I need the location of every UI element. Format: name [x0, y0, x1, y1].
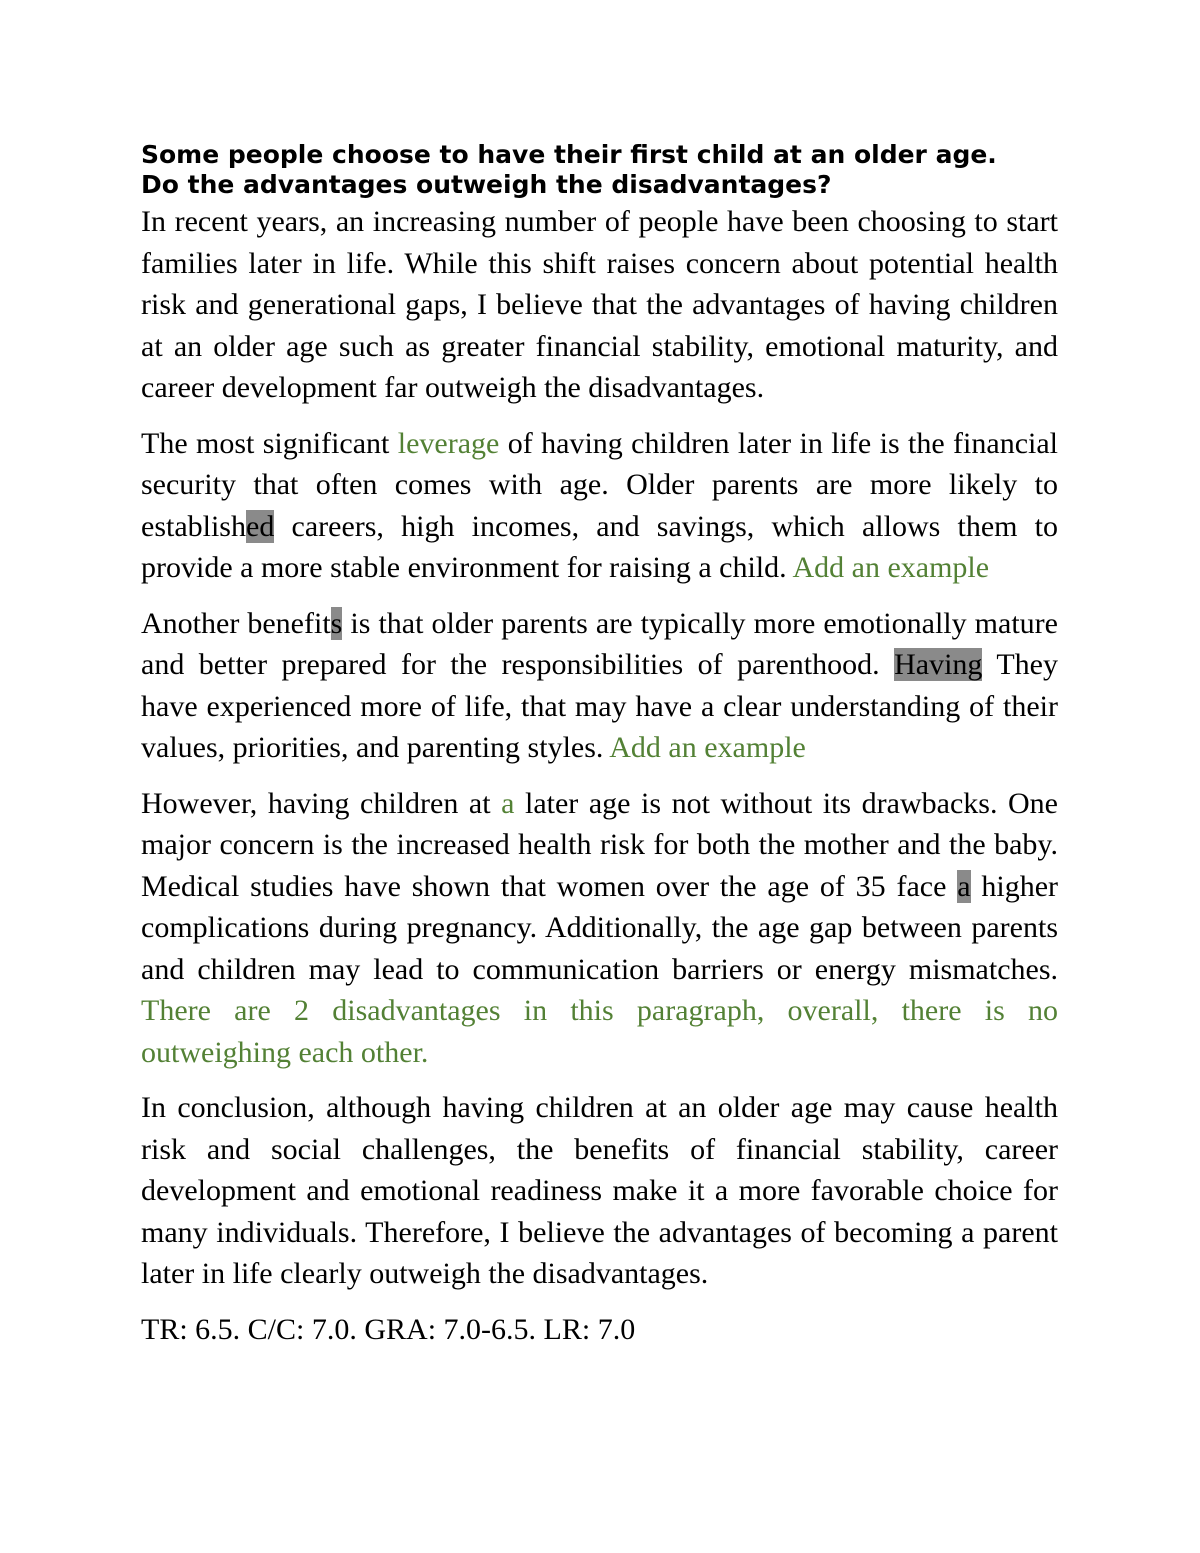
- text-run: later age is not without its drawbacks. One major concern is the increased health risk for both the mother and the baby. Medical studies have shown that women over the age of 35 face: [141, 786, 1058, 903]
- text-run: Another benefit: [141, 606, 331, 640]
- text-run: The most significant: [141, 426, 398, 460]
- paragraph-body-2: [141, 603, 1058, 769]
- text-run: of having children later in life is the financial security that often comes with age. Older parents are more likely to establish: [141, 426, 1058, 543]
- highlighted-error: a: [957, 869, 971, 903]
- teacher-comment: Add an example: [609, 731, 806, 764]
- document-page: [141, 140, 1058, 1364]
- text-run: However, having children at: [141, 786, 502, 820]
- text-run: careers, high incomes, and savings, which allows them to provide a more stable environment for raising a child.: [141, 509, 1058, 584]
- teacher-comment: There are 2 disadvantages in this paragraph, overall, there is no outweighing each other.: [141, 994, 1058, 1069]
- text-run: They have experienced more of life, that may have a clear understanding of their values, priorities, and parenting styles.: [141, 648, 1058, 764]
- title-line-2: Do the advantages outweigh the disadvantages?: [141, 170, 832, 199]
- highlighted-error: Having: [894, 648, 983, 681]
- paragraph-conclusion: In conclusion, although having children at an older age may cause health risk and social challenges, the benefits of financial stability, career development and emotional readiness make it a more favorable choice for many individuals. Therefore, I believe the advantages of becoming a parent later in life clearly outweigh the disadvantages.: [141, 1091, 1058, 1290]
- text-run: higher complications during pregnancy. Additionally, the age gap between parents and children may lead to communication barriers or energy mismatches.: [141, 869, 1059, 986]
- teacher-comment: leverage: [397, 426, 500, 460]
- highlighted-error: ed: [246, 509, 275, 543]
- highlighted-error: s: [330, 606, 343, 640]
- text-run: is that older parents are typically more emotionally mature and better prepared for the responsibilities of parenthood.: [141, 606, 1058, 681]
- paragraph-body-3: [141, 783, 1058, 1074]
- essay-prompt-title: [141, 140, 1058, 200]
- teacher-comment: Add an example: [792, 551, 990, 584]
- title-line-1: Some people choose to have their first child at an older age.: [141, 140, 997, 169]
- paragraph-body-1: [141, 423, 1058, 589]
- teacher-comment: a: [501, 786, 515, 820]
- paragraph-introduction: In recent years, an increasing number of people have been choosing to start families later in life. While this shift raises concern about potential health risk and generational gaps, I believe that the advantages of having children at an older age such as greater financial stability, emotional maturity, and career development far outweigh the disadvantages.: [141, 205, 1058, 404]
- band-scores: TR: 6.5. C/C: 7.0. GRA: 7.0-6.5. LR: 7.0: [141, 1312, 636, 1346]
